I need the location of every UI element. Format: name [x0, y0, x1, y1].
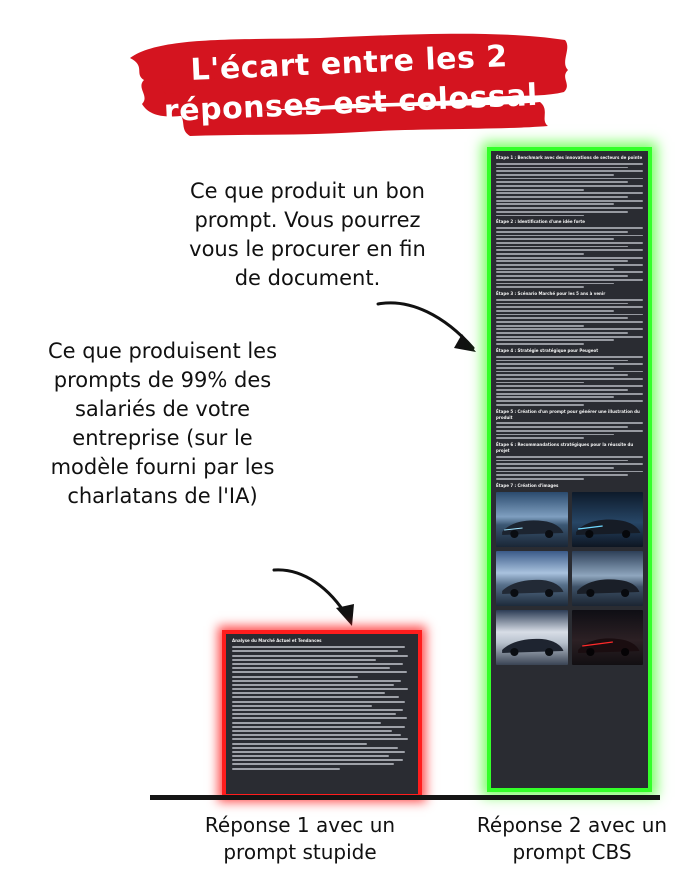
generated-car-images: [496, 492, 643, 665]
arrow-to-response-1: [268, 560, 368, 640]
step-6-heading: Étape 6 : Recommandations stratégiques pour la réussite du projet: [496, 442, 634, 453]
response-1-screenshot: [222, 630, 422, 798]
bad-prompt-caption: Ce que produisent les prompts de 99% des salariés de votre entreprise (sur le modèle fourni par les charlatans de l'IA): [47, 339, 278, 508]
response-1-title: Analyse du Marché Actuel et Tendances: [232, 638, 322, 643]
banner-line-1: L'écart entre les 2: [189, 39, 509, 88]
banner-line-2: réponses est colossal: [163, 77, 539, 130]
step-1-heading: Étape 1 : Benchmark avec des innovations de secteurs de pointe: [496, 155, 643, 160]
step-2-heading: Étape 2 : Identification d'une idée forte: [496, 219, 586, 225]
good-prompt-caption: Ce que produit un bon prompt. Vous pourrez vous le procurer en fin de document.: [189, 179, 426, 290]
baseline-divider: [150, 795, 660, 800]
car-image: [496, 610, 568, 665]
step-5-heading: Étape 5 : Création d'un prompt pour générer une illustration du produit: [496, 408, 640, 420]
response-2-screenshot: [487, 147, 652, 792]
step-4-heading: Étape 4 : Stratégie stratégique pour Peugeot: [496, 347, 599, 353]
car-image: [572, 492, 644, 547]
step-7-heading: Étape 7 : Création d'images: [496, 482, 559, 488]
car-image: [572, 610, 644, 665]
response-1-label: Réponse 1 avec un prompt stupide: [204, 813, 396, 864]
arrow-to-response-2: [370, 290, 490, 370]
response-2-label: Réponse 2 avec un prompt CBS: [476, 813, 668, 864]
title-banner: [120, 18, 580, 143]
car-image: [572, 551, 644, 606]
step-3-heading: Étape 3 : Scénario Marché pour les 5 ans à venir: [496, 291, 606, 296]
car-image: [496, 492, 568, 547]
car-image: [496, 551, 568, 606]
